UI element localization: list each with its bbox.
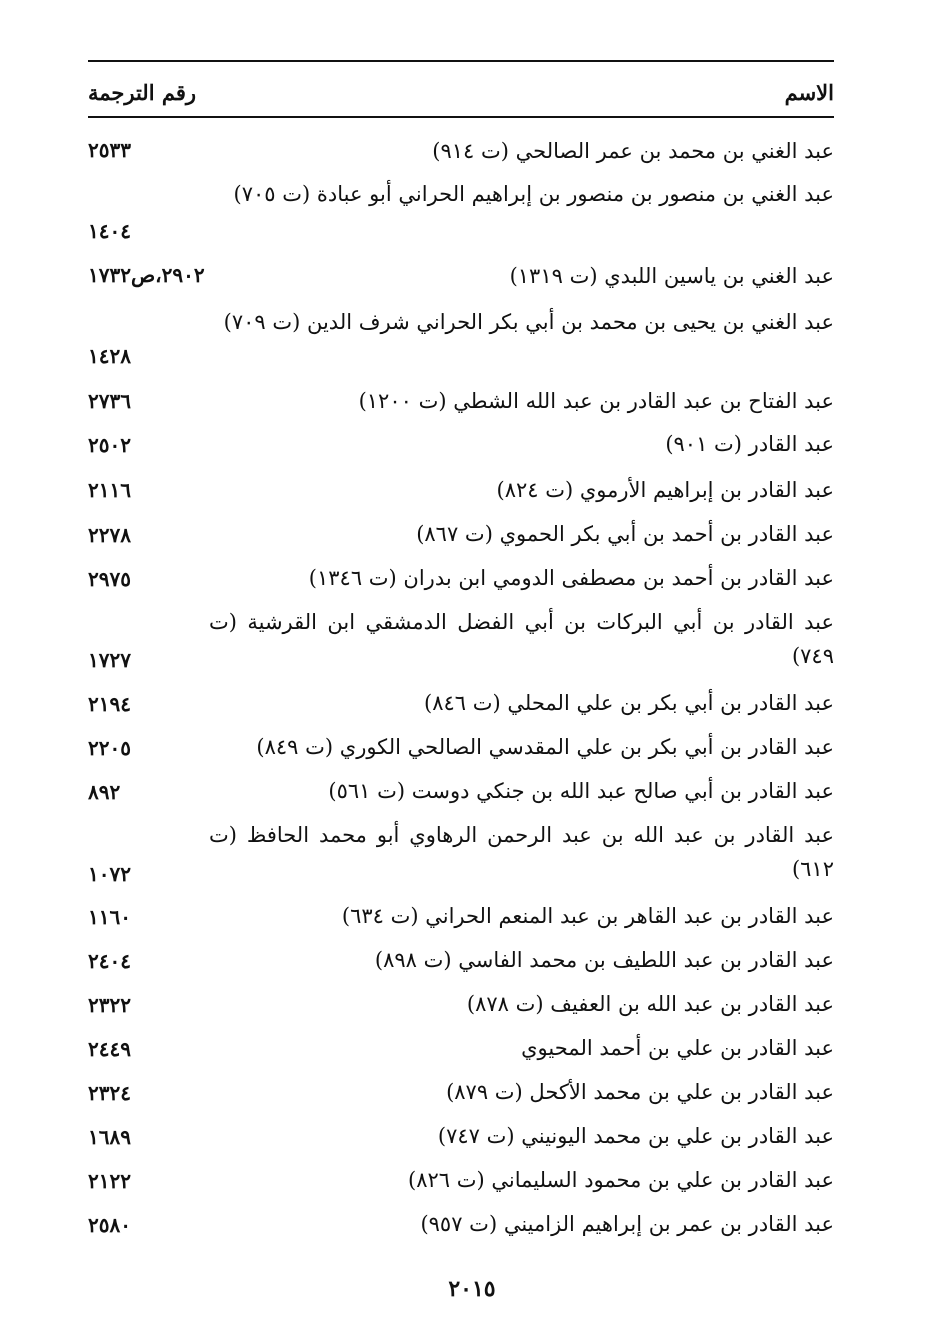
entry-number: ٢٥٣٣ [88,138,131,162]
entry-number: ٢٤٠٤ [88,949,131,973]
entry-name: عبد الغني بن يحيى بن محمد بن أبي بكر الحراني شرف الدين (ت ٧٠٩) [223,310,834,334]
entry-name: عبد القادر بن علي بن أحمد المحيوي [521,1036,834,1060]
entry-name: عبد القادر بن أبي صالح عبد الله بن جنكي دوست (ت ٥٦١) [328,779,834,803]
entry-number: ٢٩٠٢،ص١٧٣٢ [88,263,205,287]
entry-number: ١٦٨٩ [88,1125,131,1149]
entry-number: ٢٥٠٢ [88,433,131,457]
entry-name: عبد القادر بن إبراهيم الأرموي (ت ٨٢٤) [496,478,834,502]
entry-name: عبد القادر بن عبد الله بن العفيف (ت ٨٧٨) [466,992,834,1016]
page-number: ٢٠١٥ [448,1276,496,1302]
name-column-header: الاسم [784,80,834,105]
entry-number: ٢٣٢٤ [88,1081,131,1105]
entry-name: عبد الغني بن محمد بن عمر الصالحي (ت ٩١٤) [432,139,834,163]
entry-name: عبد القادر بن عبد الله بن عبد الرحمن الرهاوي أبو محمد الحافظ (ت ٦١٢) [209,823,834,881]
entry-name: عبد الغني بن منصور بن منصور بن إبراهيم الحراني أبو عبادة (ت ٧٠٥) [233,182,834,206]
entry-number: ٢١٢٢ [88,1169,131,1193]
entry-name: عبد القادر بن أبي بكر بن علي المحلي (ت ٨٤٦) [424,691,834,715]
number-column-header: رقم الترجمة [88,80,197,105]
entry-number: ٨٩٢ [88,780,121,804]
entry-number: ١١٦٠ [88,905,131,929]
entry-name: عبد القادر بن أحمد بن أبي بكر الحموي (ت ٨٦٧) [416,522,834,546]
entry-number: ٢٥٨٠ [88,1213,131,1237]
entry-number: ١٤٠٤ [88,219,131,243]
entry-number: ١٠٧٢ [88,862,131,886]
entry-name: عبد القادر بن أحمد بن مصطفى الدومي ابن بدران (ت ١٣٤٦) [308,566,834,590]
entry-number: ٢٣٢٢ [88,993,131,1017]
entry-name: عبد الفتاح بن عبد القادر بن عبد الله الشطي (ت ١٢٠٠) [358,389,834,413]
entry-name: عبد القادر بن علي بن محمود السليماني (ت ٨٢٦) [408,1168,834,1192]
entry-name: عبد القادر بن عمر بن إبراهيم الزاميني (ت ٩٥٧) [420,1212,834,1236]
entry-number: ٢٢٧٨ [88,523,131,547]
entry-number: ٢٩٧٥ [88,567,131,591]
entry-name: عبد القادر بن عبد اللطيف بن محمد الفاسي (ت ٨٩٨) [374,948,834,972]
entry-name: عبد القادر بن عبد القاهر بن عبد المنعم الحراني (ت ٦٣٤) [341,904,834,928]
entry-number: ١٤٢٨ [88,344,131,368]
entry-number: ٢١١٦ [88,478,131,502]
entry-name: عبد القادر بن علي بن محمد اليونيني (ت ٧٤٧) [437,1124,834,1148]
entry-number: ٢١٩٤ [88,692,131,716]
entry-number: ٢٢٠٥ [88,736,131,760]
entry-number: ١٧٢٧ [88,648,131,672]
entry-name: عبد القادر (ت ٩٠١) [665,432,834,456]
entry-name: عبد القادر بن أبي البركات بن أبي الفضل الدمشقي ابن القرشية (ت ٧٤٩) [209,610,834,668]
entry-number: ٢٤٤٩ [88,1037,131,1061]
entry-name: عبد القادر بن أبي بكر بن علي المقدسي الصالحي الكوري (ت ٨٤٩) [256,735,834,759]
entry-number: ٢٧٣٦ [88,389,131,413]
entry-name: عبد القادر بن علي بن محمد الأكحل (ت ٨٧٩) [446,1080,834,1104]
entry-name: عبد الغني بن ياسين اللبدي (ت ١٣١٩) [509,264,834,288]
